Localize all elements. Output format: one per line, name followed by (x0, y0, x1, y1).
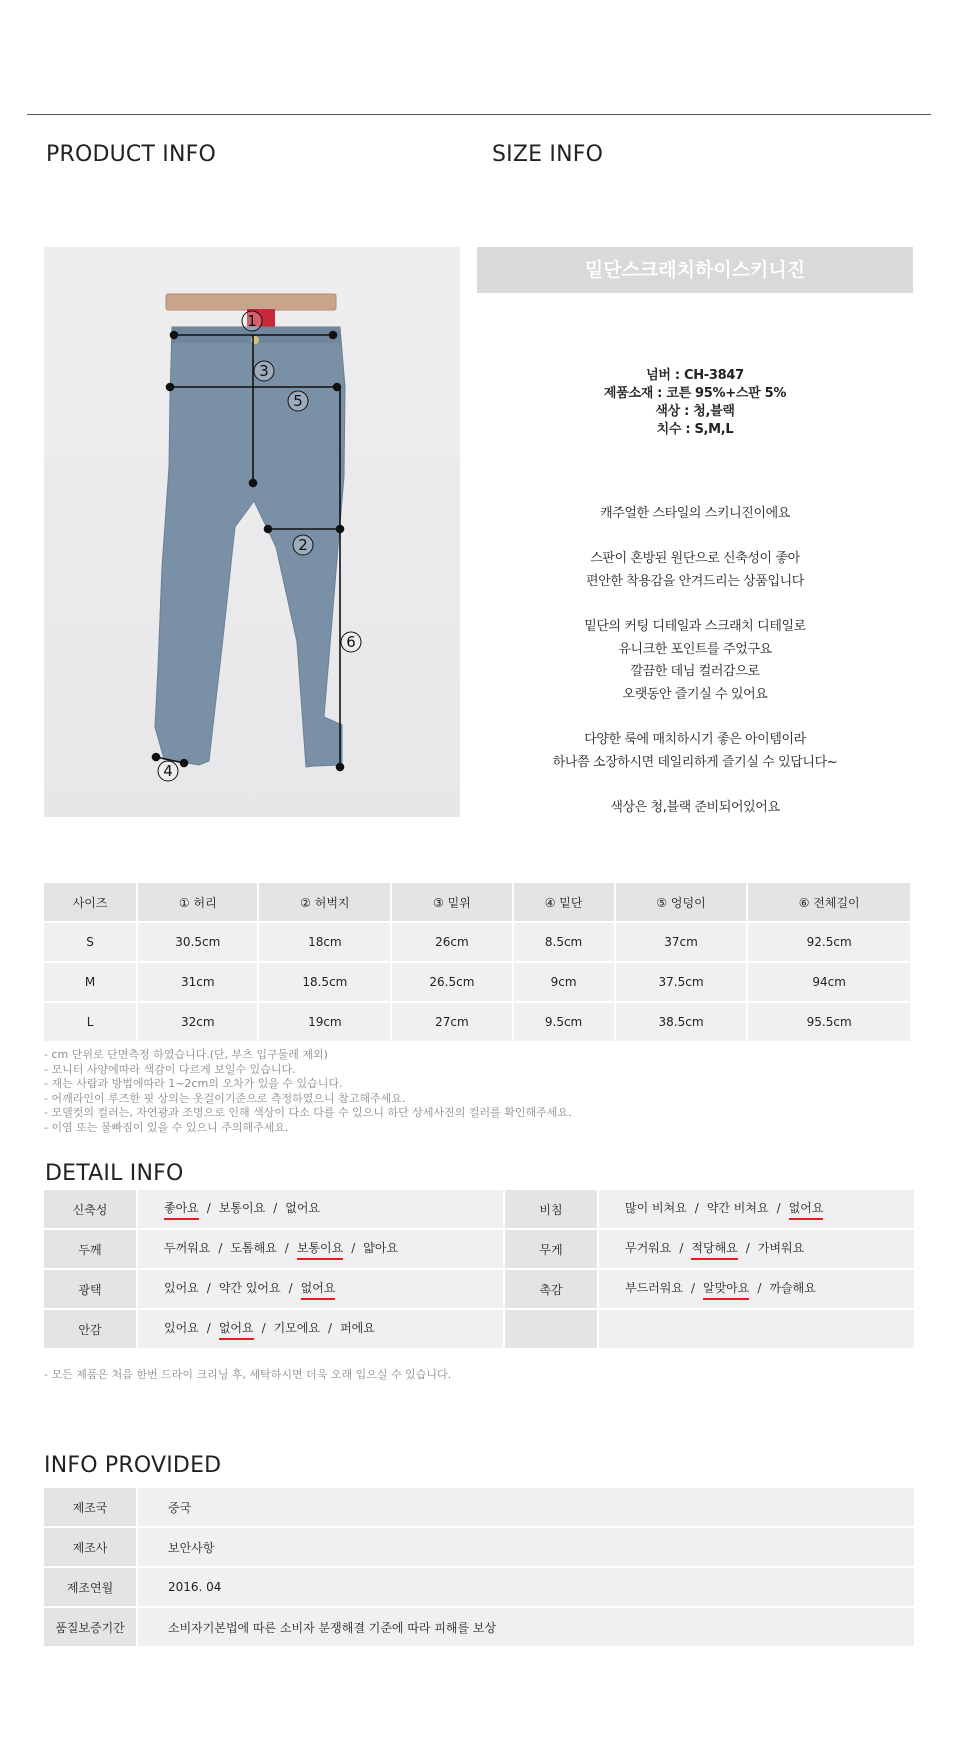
detail-option: 많이 비쳐요 (624, 1200, 687, 1215)
option-separator: / (745, 1240, 750, 1255)
info-value: 보안사항 (138, 1528, 914, 1566)
detail-option: 두꺼워요 (164, 1240, 211, 1255)
detail-option: 까슬해요 (769, 1280, 816, 1295)
detail-row (44, 1310, 914, 1348)
detail-option: 약간 비쳐요 (706, 1200, 769, 1215)
size-cell: 30.5cm (138, 923, 257, 961)
detail-option-selected: 없어요 (789, 1199, 824, 1220)
detail-option-selected: 알맞아요 (703, 1279, 749, 1300)
detail-option: 약간 있어요 (218, 1280, 281, 1295)
detail-label (505, 1310, 597, 1348)
size-cell: 19cm (259, 1003, 390, 1041)
size-cell: 94cm (748, 963, 910, 1001)
marker-3-label: 3 (259, 362, 269, 380)
jeans-illustration (44, 247, 460, 817)
product-name-bar: 밑단스크래치하이스키니진 (477, 247, 913, 293)
desc-line: 색상은 청,블랙 준비되어있어요 (610, 800, 780, 815)
detail-option: 무거워요 (624, 1240, 672, 1255)
detail-option-selected: 적당해요 (691, 1239, 737, 1260)
marker-5-label: 5 (293, 392, 303, 410)
option-separator: / (273, 1200, 278, 1215)
detail-option: 보통이요 (218, 1200, 266, 1215)
option-separator: / (757, 1280, 762, 1295)
detail-note: - 모든 제품은 처음 한번 드라이 크리닝 후, 세탁하시면 더욱 오래 입으실 수 있습니다. (44, 1368, 452, 1381)
product-info-heading: PRODUCT INFO (46, 142, 217, 167)
detail-table (42, 1188, 916, 1350)
size-cell: 32cm (138, 1003, 257, 1041)
spec-size: 치수 : S,M,L (656, 422, 734, 437)
detail-option: 퍼에요 (340, 1320, 375, 1335)
info-label: 제조연월 (44, 1568, 136, 1606)
info-value: 소비자기본법에 따른 소비자 분쟁해결 기준에 따라 피해를 보상 (138, 1608, 914, 1646)
size-header-cell: ⑤ 엉덩이 (616, 883, 747, 921)
size-cell: 26cm (392, 923, 511, 961)
size-cell: 92.5cm (748, 923, 910, 961)
desc-block-5 (477, 797, 913, 820)
option-separator: / (284, 1240, 289, 1255)
marker-6-label: 6 (346, 633, 356, 651)
size-cell: 37cm (616, 923, 747, 961)
detail-label: 두께 (44, 1230, 136, 1268)
desc-line: 하나쯤 소장하시면 데일리하게 즐기실 수 있답니다~ (552, 754, 838, 770)
detail-options (599, 1230, 914, 1268)
detail-option-selected: 좋아요 (164, 1199, 199, 1220)
detail-label: 광택 (44, 1270, 136, 1308)
detail-row (44, 1190, 914, 1228)
option-separator: / (206, 1200, 211, 1215)
desc-line: 스판이 혼방된 원단으로 신축성이 좋아 (590, 551, 800, 566)
detail-option-selected: 없어요 (301, 1279, 336, 1300)
product-spec (477, 367, 913, 439)
option-separator: / (694, 1200, 699, 1215)
desc-block-4 (477, 729, 913, 774)
size-note: - 모델컷의 컬러는, 자연광과 조명으로 인해 색상이 다소 다를 수 있으니 하단 상세사진의 컬러를 확인해주세요. (44, 1106, 572, 1119)
option-separator: / (776, 1200, 781, 1215)
detail-label: 비침 (505, 1190, 597, 1228)
detail-option: 가벼워요 (757, 1240, 805, 1255)
info-row (44, 1608, 914, 1646)
info-label: 품질보증기간 (44, 1608, 136, 1646)
option-separator: / (351, 1240, 356, 1255)
size-header-cell: ① 허리 (138, 883, 257, 921)
size-header-cell: ③ 밑위 (392, 883, 511, 921)
info-row (44, 1488, 914, 1526)
detail-options (599, 1310, 914, 1348)
info-value: 2016. 04 (138, 1568, 914, 1606)
desc-block-2 (477, 548, 913, 593)
size-cell: M (44, 963, 136, 1001)
desc-line: 밑단의 커팅 디테일과 스크래치 디테일로 (584, 619, 806, 634)
detail-option: 없어요 (285, 1200, 321, 1215)
desc-block-3 (477, 616, 913, 706)
size-table-row (44, 963, 914, 1001)
size-header-cell: ⑥ 전체길이 (748, 883, 910, 921)
size-note: - 모니터 사양에따라 색감이 다르게 보일수 있습니다. (44, 1062, 296, 1076)
detail-option: 있어요 (164, 1280, 199, 1295)
desc-line: 편안한 착용감을 안겨드리는 상품입니다 (586, 573, 804, 589)
size-header-cell: 사이즈 (44, 883, 136, 921)
detail-option: 도톰해요 (230, 1240, 277, 1255)
detail-label: 신축성 (44, 1190, 136, 1228)
detail-row (44, 1230, 914, 1268)
info-provided-heading: INFO PROVIDED (44, 1453, 222, 1478)
desc-line: 깔끔한 데님 컬러감으로 (630, 664, 760, 680)
size-cell: 9cm (514, 963, 614, 1001)
detail-options (138, 1310, 503, 1348)
info-row (44, 1528, 914, 1566)
marker-1-label: 1 (247, 312, 257, 330)
detail-options (138, 1270, 503, 1308)
desc-line: 캐주얼한 스타일의 스키니진이에요 (600, 506, 790, 521)
size-cell: 31cm (138, 963, 257, 1001)
detail-info-heading: DETAIL INFO (45, 1161, 184, 1186)
size-note: - 이염 또는 물빠짐이 있을 수 있으니 주의해주세요. (44, 1120, 289, 1134)
size-table (42, 881, 916, 1043)
size-note: - cm 단위로 단면측정 하였습니다.(단, 부츠 입구둘레 제외) (44, 1048, 328, 1061)
detail-label: 안감 (44, 1310, 136, 1348)
detail-options (138, 1190, 503, 1228)
info-row (44, 1568, 914, 1606)
info-value: 중국 (138, 1488, 914, 1526)
size-header-cell: ② 허벅지 (259, 883, 390, 921)
jeans-body (155, 327, 345, 767)
info-label: 제조국 (44, 1488, 136, 1526)
info-label: 제조사 (44, 1528, 136, 1566)
size-cell: 18cm (259, 923, 390, 961)
size-cell: 27cm (392, 1003, 511, 1041)
size-info-heading: SIZE INFO (492, 142, 604, 167)
option-separator: / (679, 1240, 684, 1255)
size-cell: 26.5cm (392, 963, 511, 1001)
size-table-row (44, 1003, 914, 1041)
size-cell: 8.5cm (514, 923, 614, 961)
size-table-row (44, 923, 914, 961)
desc-line: 오랫동안 즐기실 수 있어요 (622, 686, 768, 702)
size-cell: 38.5cm (616, 1003, 747, 1041)
detail-options (599, 1190, 914, 1228)
size-cell: 9.5cm (514, 1003, 614, 1041)
top-divider (27, 114, 931, 115)
detail-option: 얇아요 (363, 1240, 399, 1255)
detail-option: 부드러워요 (624, 1280, 683, 1295)
hanger (166, 294, 336, 310)
size-notes (44, 1048, 571, 1135)
option-separator: / (206, 1280, 211, 1295)
detail-row (44, 1270, 914, 1308)
info-provided-table (42, 1486, 916, 1648)
size-note: - 어깨라인이 루즈한 핏 상의는 옷걸이기준으로 측정하였으니 참고해주세요. (44, 1091, 406, 1105)
size-cell: S (44, 923, 136, 961)
detail-options (599, 1270, 914, 1308)
size-cell: 95.5cm (748, 1003, 910, 1041)
detail-option-selected: 보통이요 (297, 1239, 343, 1260)
size-cell: 18.5cm (259, 963, 390, 1001)
marker-2-label: 2 (298, 536, 308, 554)
size-note: - 재는 사람과 방법에따라 1~2cm의 오차가 있을 수 있습니다. (44, 1077, 343, 1090)
detail-option-selected: 없어요 (219, 1319, 254, 1340)
option-separator: / (218, 1240, 223, 1255)
option-separator: / (328, 1320, 333, 1335)
spec-material: 제품소재 : 코튼 95%+스판 5% (603, 386, 787, 401)
option-separator: / (690, 1280, 695, 1295)
detail-option: 있어요 (164, 1320, 199, 1335)
product-photo (44, 247, 460, 817)
spec-number: 넘버 : CH-3847 (646, 368, 744, 383)
detail-label: 무게 (505, 1230, 597, 1268)
marker-4-label: 4 (163, 762, 173, 780)
size-table-header (44, 883, 914, 921)
detail-label: 촉감 (505, 1270, 597, 1308)
size-cell: 37.5cm (616, 963, 747, 1001)
option-separator: / (206, 1320, 211, 1335)
option-separator: / (288, 1280, 293, 1295)
desc-line: 다양한 룩에 매치하시기 좋은 아이템이라 (584, 732, 806, 747)
size-header-cell: ④ 밑단 (514, 883, 614, 921)
desc-block-1 (477, 503, 913, 526)
detail-options (138, 1230, 503, 1268)
desc-line: 유니크한 포인트를 주었구요 (618, 641, 772, 657)
size-cell: L (44, 1003, 136, 1041)
detail-option: 기모에요 (273, 1320, 321, 1335)
spec-color: 색상 : 청,블랙 (655, 404, 735, 419)
option-separator: / (261, 1320, 266, 1335)
